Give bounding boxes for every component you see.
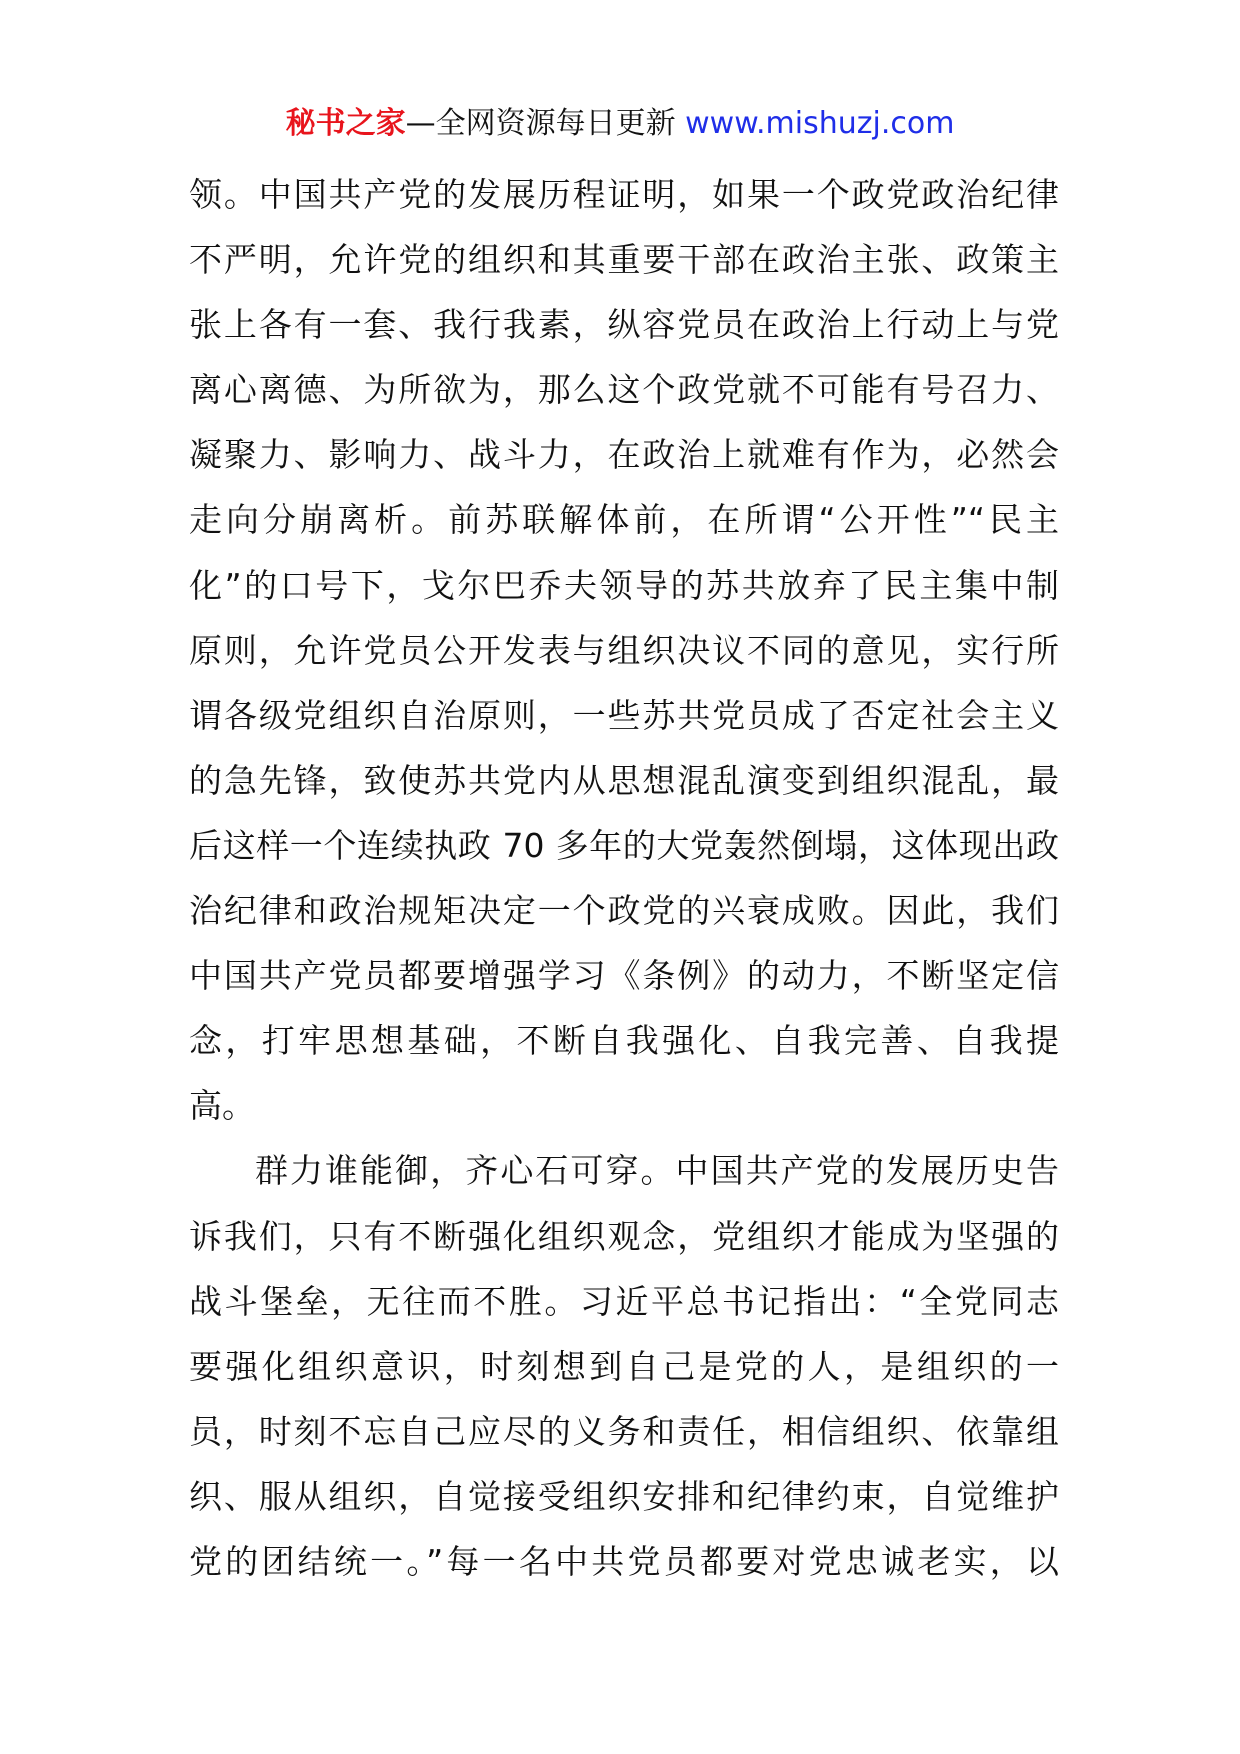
paragraph-2 (189, 1138, 1059, 1594)
text-line: 谓各级党组织自治原则，一些苏共党员成了否定社会主义 (189, 695, 1059, 735)
site-header (0, 104, 1240, 144)
site-tagline: —全网资源每日更新 (405, 106, 676, 141)
site-brand: 秘书之家 (285, 106, 406, 141)
text-line: 治纪律和政治规矩决定一个政党的兴衰成败。因此，我们 (189, 891, 1059, 931)
text-line: 原则，允许党员公开发表与组织决议不同的意见，实行所 (189, 630, 1059, 670)
text-line: 不严明，允许党的组织和其重要干部在政治主张、政策主 (189, 240, 1059, 280)
text-line: 的急先锋，致使苏共党内从思想混乱演变到组织混乱，最 (189, 760, 1059, 800)
document-body (189, 162, 1059, 1594)
text-line: 高。 (189, 1086, 255, 1126)
text-line: 走向分崩离析。前苏联解体前，在所谓“公开性”“民主 (189, 500, 1059, 540)
text-line: 中国共产党员都要增强学习《条例》的动力，不断坚定信 (189, 956, 1059, 996)
text-line: 领。中国共产党的发展历程证明，如果一个政党政治纪律 (189, 175, 1059, 214)
paragraph-1 (189, 162, 1059, 1138)
text-line: 群力谁能御，齐心石可穿。中国共产党的发展历史告 (255, 1151, 1059, 1191)
text-line: 诉我们，只有不断强化组织观念，党组织才能成为坚强的 (189, 1216, 1059, 1256)
text-line: 织、服从组织，自觉接受组织安排和纪律约束，自觉维护 (189, 1476, 1059, 1516)
text-line: 党的团结统一。”每一名中共党员都要对党忠诚老实，以 (189, 1541, 1059, 1581)
text-line: 张上各有一套、我行我素，纵容党员在政治上行动上与党 (189, 305, 1059, 345)
text-line: 员，时刻不忘自己应尽的义务和责任，相信组织、依靠组 (189, 1411, 1059, 1451)
text-line: 凝聚力、影响力、战斗力，在政治上就难有作为，必然会 (189, 435, 1059, 475)
text-line: 离心离德、为所欲为，那么这个政党就不可能有号召力、 (189, 370, 1059, 410)
text-line: 战斗堡垒，无往而不胜。习近平总书记指出：“全党同志 (189, 1281, 1059, 1321)
site-url-link[interactable]: www.mishuzj.com (685, 106, 955, 141)
text-line: 要强化组织意识，时刻想到自己是党的人，是组织的一 (189, 1346, 1059, 1386)
text-line: 念，打牢思想基础，不断自我强化、自我完善、自我提 (189, 1021, 1059, 1061)
text-line: 化”的口号下，戈尔巴乔夫领导的苏共放弃了民主集中制 (189, 565, 1059, 605)
text-line: 后这样一个连续执政 70 多年的大党轰然倒塌，这体现出政 (189, 825, 1059, 865)
